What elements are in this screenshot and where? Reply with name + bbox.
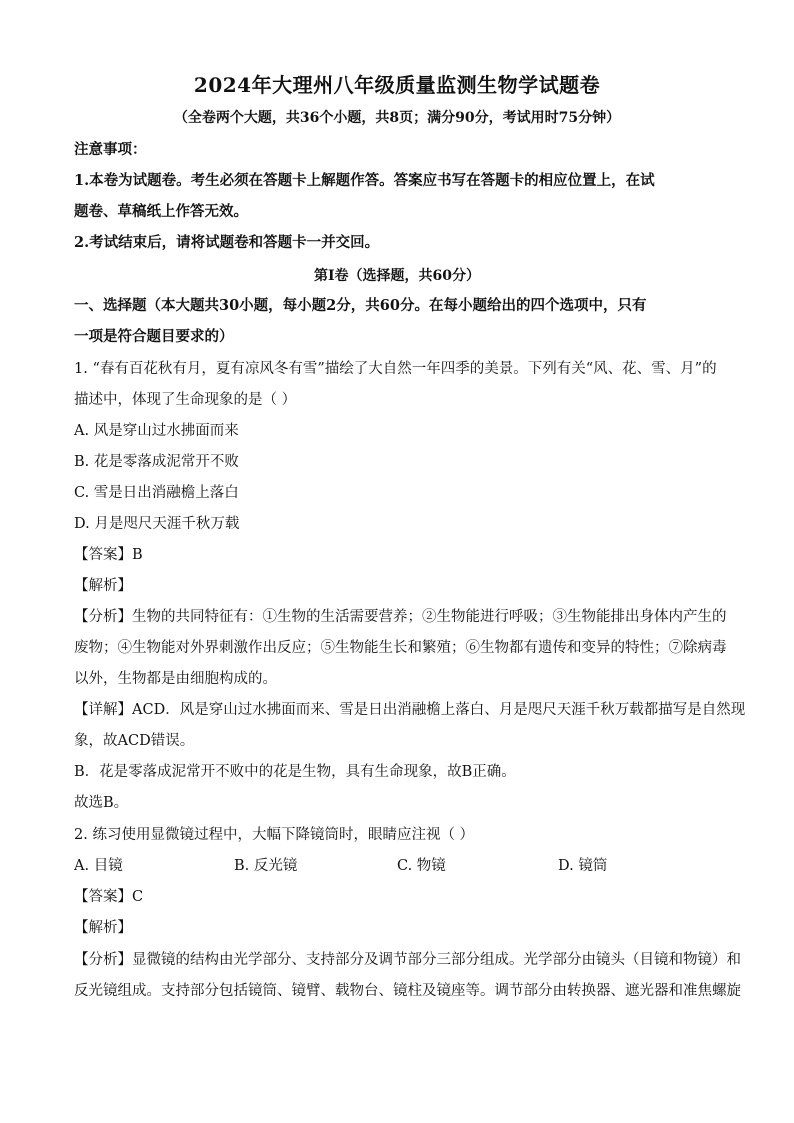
q1-analysis-label: 【解析】 <box>74 578 132 594</box>
part1-heading-line-2: 一项是符合题目要求的） <box>74 328 234 345</box>
section-title: 第Ⅰ卷（选择题，共60分） <box>313 268 481 284</box>
q1-analysis-line-1: 【分析】生物的共同特征有：①生物的生活需要营养；②生物能进行呼吸；③生物能排出身体内产生的 <box>74 609 727 625</box>
q1-option-c: C. 雪是日出消融檐上落白 <box>74 485 239 501</box>
q1-detail-line-3: B．花是零落成泥常开不败中的花是生物，具有生命现象，故B正确。 <box>74 764 516 780</box>
q2-stem: 2. 练习使用显微镜过程中，大幅下降镜筒时，眼睛应注视（ ） <box>74 827 475 843</box>
q2-analysis-line-2: 反光镜组成。支持部分包括镜筒、镜臂、载物台、镜柱及镜座等。调节部分由转换器、遮光器和准焦螺旋 <box>74 983 741 999</box>
q1-detail-line-1: 【详解】ACD．风是穿山过水拂面而来、雪是日出消融檐上落白、月是咫尺天涯千秋万载都描写是自然现 <box>74 702 746 718</box>
q1-answer: 【答案】B <box>74 547 143 563</box>
q2-option-d: D. 镜筒 <box>558 858 608 874</box>
q2-option-b: B. 反光镜 <box>234 858 298 874</box>
part1-heading-line-1: 一、选择题（本大题共30小题，每小题2分，共60分。在每小题给出的四个选项中，只有 <box>74 297 647 314</box>
q1-stem-line-2: 描述中，体现了生命现象的是（ ） <box>74 392 297 408</box>
q2-analysis-label: 【解析】 <box>74 920 132 936</box>
q1-conclusion: 故选B。 <box>74 795 129 811</box>
notice-heading: 注意事项： <box>74 141 147 158</box>
exam-info: （全卷两个大题，共36个小题，共8页；满分90分，考试用时75分钟） <box>173 110 621 126</box>
notice-item-1-line-1: 1.本卷为试题卷。考生必须在答题卡上解题作答。答案应书写在答题卡的相应位置上，在试 <box>74 172 655 189</box>
q1-option-a: A. 风是穿山过水拂面而来 <box>74 423 239 439</box>
q1-option-b: B. 花是零落成泥常开不败 <box>74 454 239 470</box>
q1-analysis-line-2: 废物；④生物能对外界刺激作出反应；⑤生物能生长和繁殖；⑥生物都有遗传和变异的特性；⑦除病毒 <box>74 640 727 656</box>
q2-answer: 【答案】C <box>74 889 144 905</box>
q2-analysis-line-1: 【分析】显微镜的结构由光学部分、支持部分及调节部分三部分组成。光学部分由镜头（目镜和物镜）和 <box>74 952 741 968</box>
q2-option-c: C. 物镜 <box>397 858 446 874</box>
q1-analysis-line-3: 以外，生物都是由细胞构成的。 <box>74 671 277 687</box>
q2-option-a: A. 目镜 <box>74 858 123 874</box>
q1-detail-line-2: 象，故ACD错误。 <box>74 733 195 749</box>
q1-stem-line-1: 1. “春有百花秋有月，夏有凉风冬有雪”描绘了大自然一年四季的美景。下列有关“风、花、雪、月”的 <box>74 361 717 377</box>
page-title: 2024年大理州八年级质量监测生物学试题卷 <box>193 73 601 97</box>
notice-item-2: 2.考试结束后，请将试题卷和答题卡一并交回。 <box>74 234 380 251</box>
q1-option-d: D. 月是咫尺天涯千秋万载 <box>74 516 240 532</box>
notice-item-1-line-2: 题卷、草稿纸上作答无效。 <box>74 203 248 220</box>
